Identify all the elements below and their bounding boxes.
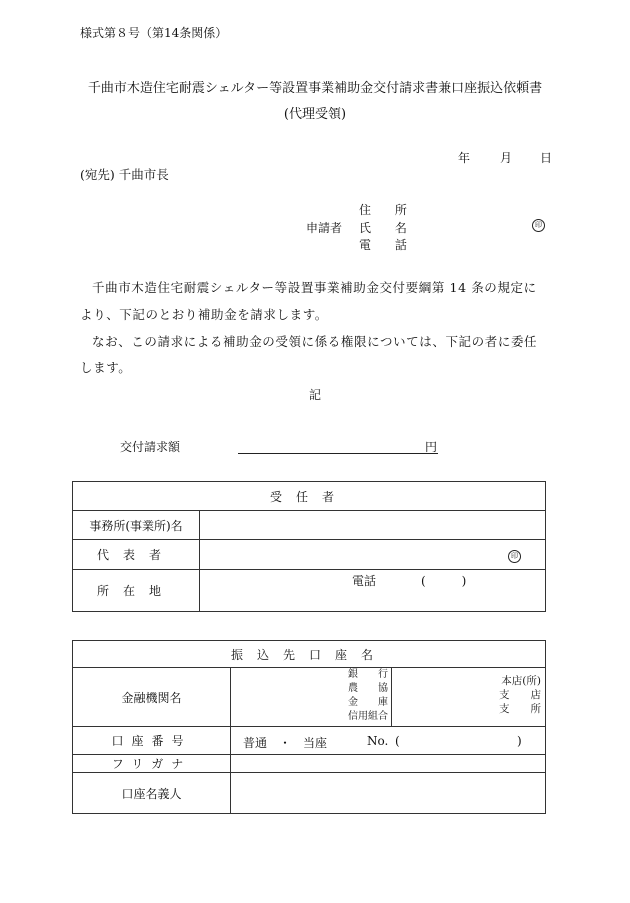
branch-type-branch: 支 店 — [499, 689, 541, 701]
representative-seal-mark: 印 — [508, 550, 521, 563]
date-day: 日 — [540, 151, 553, 165]
body-line-2: より、下記のとおり補助金を請求します。 — [80, 307, 328, 322]
delegate-table — [72, 481, 546, 612]
applicant-seal-mark: 印 — [532, 219, 545, 232]
delegate-header: 受任者 — [73, 482, 546, 511]
inst-type-noukyou: 農 協 — [348, 683, 388, 694]
ki-heading: 記 — [308, 388, 321, 402]
document-title: 千曲市木造住宅耐震シェルター等設置事業補助金交付請求書兼口座振込依頼書 — [87, 81, 543, 96]
body-line-1: 千曲市木造住宅耐震シェルター等設置事業補助金交付要綱第 14 条の規定に — [92, 280, 537, 295]
applicant-label: 申請者 — [306, 221, 343, 235]
location-label: 所在地 — [73, 570, 200, 612]
furigana-field[interactable] — [231, 755, 546, 773]
account-number-label: 口座番号 — [73, 727, 231, 755]
location-phone-label: 電話 — [352, 574, 377, 588]
location-phone-parens: ( ) — [421, 574, 467, 588]
branch-type-sub-branch: 支 所 — [499, 703, 541, 715]
account-type-options[interactable]: 普通 ・ 当座 — [243, 736, 328, 750]
applicant-address-label: 住 所 — [359, 203, 417, 217]
office-name-field[interactable] — [200, 511, 546, 540]
inst-type-kinko: 金 庫 — [348, 697, 388, 708]
applicant-phone-label: 電 話 — [359, 238, 417, 252]
location-field[interactable] — [200, 570, 546, 612]
amount-unit: 円 — [425, 440, 438, 454]
applicant-name-label: 氏 名 — [359, 221, 417, 235]
bank-header: 振込先口座名 — [73, 641, 546, 668]
amount-input-line[interactable] — [238, 453, 438, 454]
representative-field[interactable] — [200, 540, 546, 570]
bank-table — [72, 640, 546, 814]
account-number-field[interactable] — [231, 727, 546, 755]
holder-label: 口座名義人 — [73, 773, 231, 814]
account-no-label: No. — [367, 734, 389, 748]
document-subtitle: (代理受領) — [283, 107, 347, 122]
body-line-4: します。 — [80, 360, 132, 375]
date-month: 月 — [500, 151, 513, 165]
representative-label: 代表者 — [73, 540, 200, 570]
inst-type-bank: 銀 行 — [348, 669, 388, 680]
body-line-3: なお、この請求による補助金の受領に係る権限については、下記の者に委任 — [92, 334, 538, 349]
branch-type-head-office: 本店(所) — [501, 675, 541, 687]
form-number: 様式第８号（第14条関係） — [80, 26, 228, 40]
office-label: 事務所(事業所)名 — [73, 511, 200, 540]
institution-name-field[interactable] — [231, 668, 392, 727]
institution-label: 金融機関名 — [73, 668, 231, 727]
account-no-open: ( — [395, 734, 400, 748]
branch-name-field[interactable] — [392, 668, 546, 727]
account-no-close: ) — [517, 734, 522, 748]
furigana-label: フリガナ — [73, 755, 231, 773]
date-year: 年 — [458, 151, 471, 165]
amount-label: 交付請求額 — [120, 440, 181, 454]
holder-field[interactable] — [231, 773, 546, 814]
addressee: (宛先) 千曲市長 — [80, 167, 169, 182]
inst-type-credit-union: 信用組合 — [348, 711, 388, 722]
